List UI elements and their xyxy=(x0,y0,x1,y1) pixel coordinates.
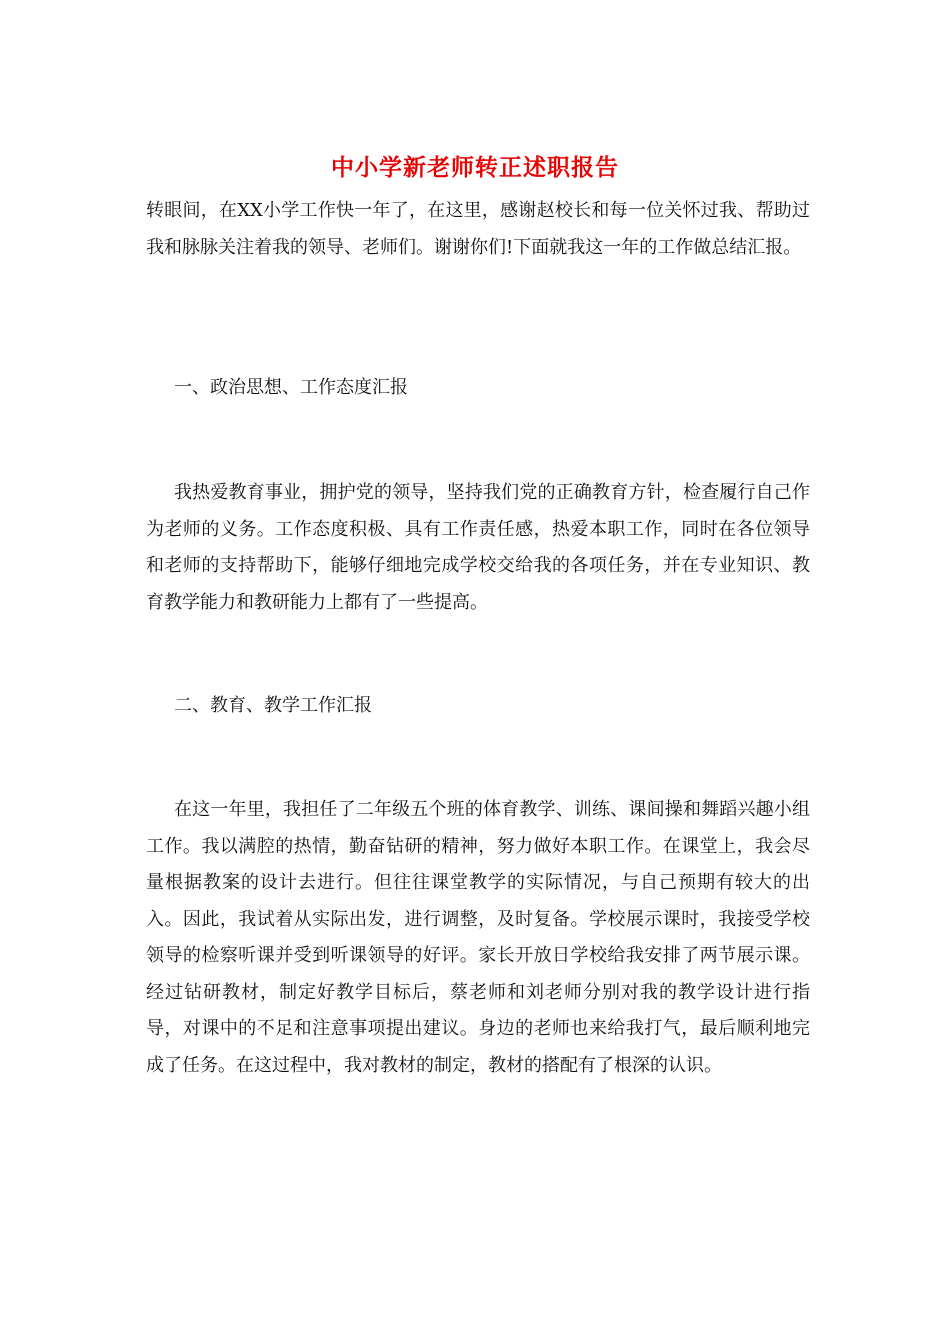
section2-heading: 二、教育、教学工作汇报 xyxy=(174,695,372,716)
section1-paragraph: 我热爱教育事业，拥护党的领导，坚持我们党的正确教育方针，检查履行自己作为老师的义务。工作态度积极、具有工作责任感，热爱本职工作，同时在各位领导和老师的支持帮助下，能够仔细地完成学校交给我的各项任务，并在专业知识、教育教学能力和教研能力上都有了一些提高。 xyxy=(146,482,810,613)
intro-paragraph: 转眼间，在XX小学工作快一年了，在这里，感谢赵校长和每一位关怀过我、帮助过我和脉脉关注着我的领导、老师们。谢谢你们!下面就我这一年的工作做总结汇报。 xyxy=(146,200,810,258)
document-title: 中小学新老师转正述职报告 xyxy=(331,154,619,181)
section2-paragraph: 在这一年里，我担任了二年级五个班的体育教学、训练、课间操和舞蹈兴趣小组工作。我以满腔的热情，勤奋钻研的精神，努力做好本职工作。在课堂上，我会尽量根据教案的设计去进行。但往往课堂教学的实际情况，与自己预期有较大的出入。因此，我试着从实际出发，进行调整，及时复备。学校展示课时，我接受学校领导的检察听课并受到听课领导的好评。家长开放日学校给我安排了两节展示课。经过钻研教材，制定好教学目标后，蔡老师和刘老师分别对我的教学设计进行指导，对课中的不足和注意事项提出建议。身边的老师也来给我打气，最后顺利地完成了任务。在这过程中，我对教材的制定，教材的搭配有了根深的认识。 xyxy=(146,799,810,1076)
section1-heading: 一、政治思想、工作态度汇报 xyxy=(174,377,408,398)
